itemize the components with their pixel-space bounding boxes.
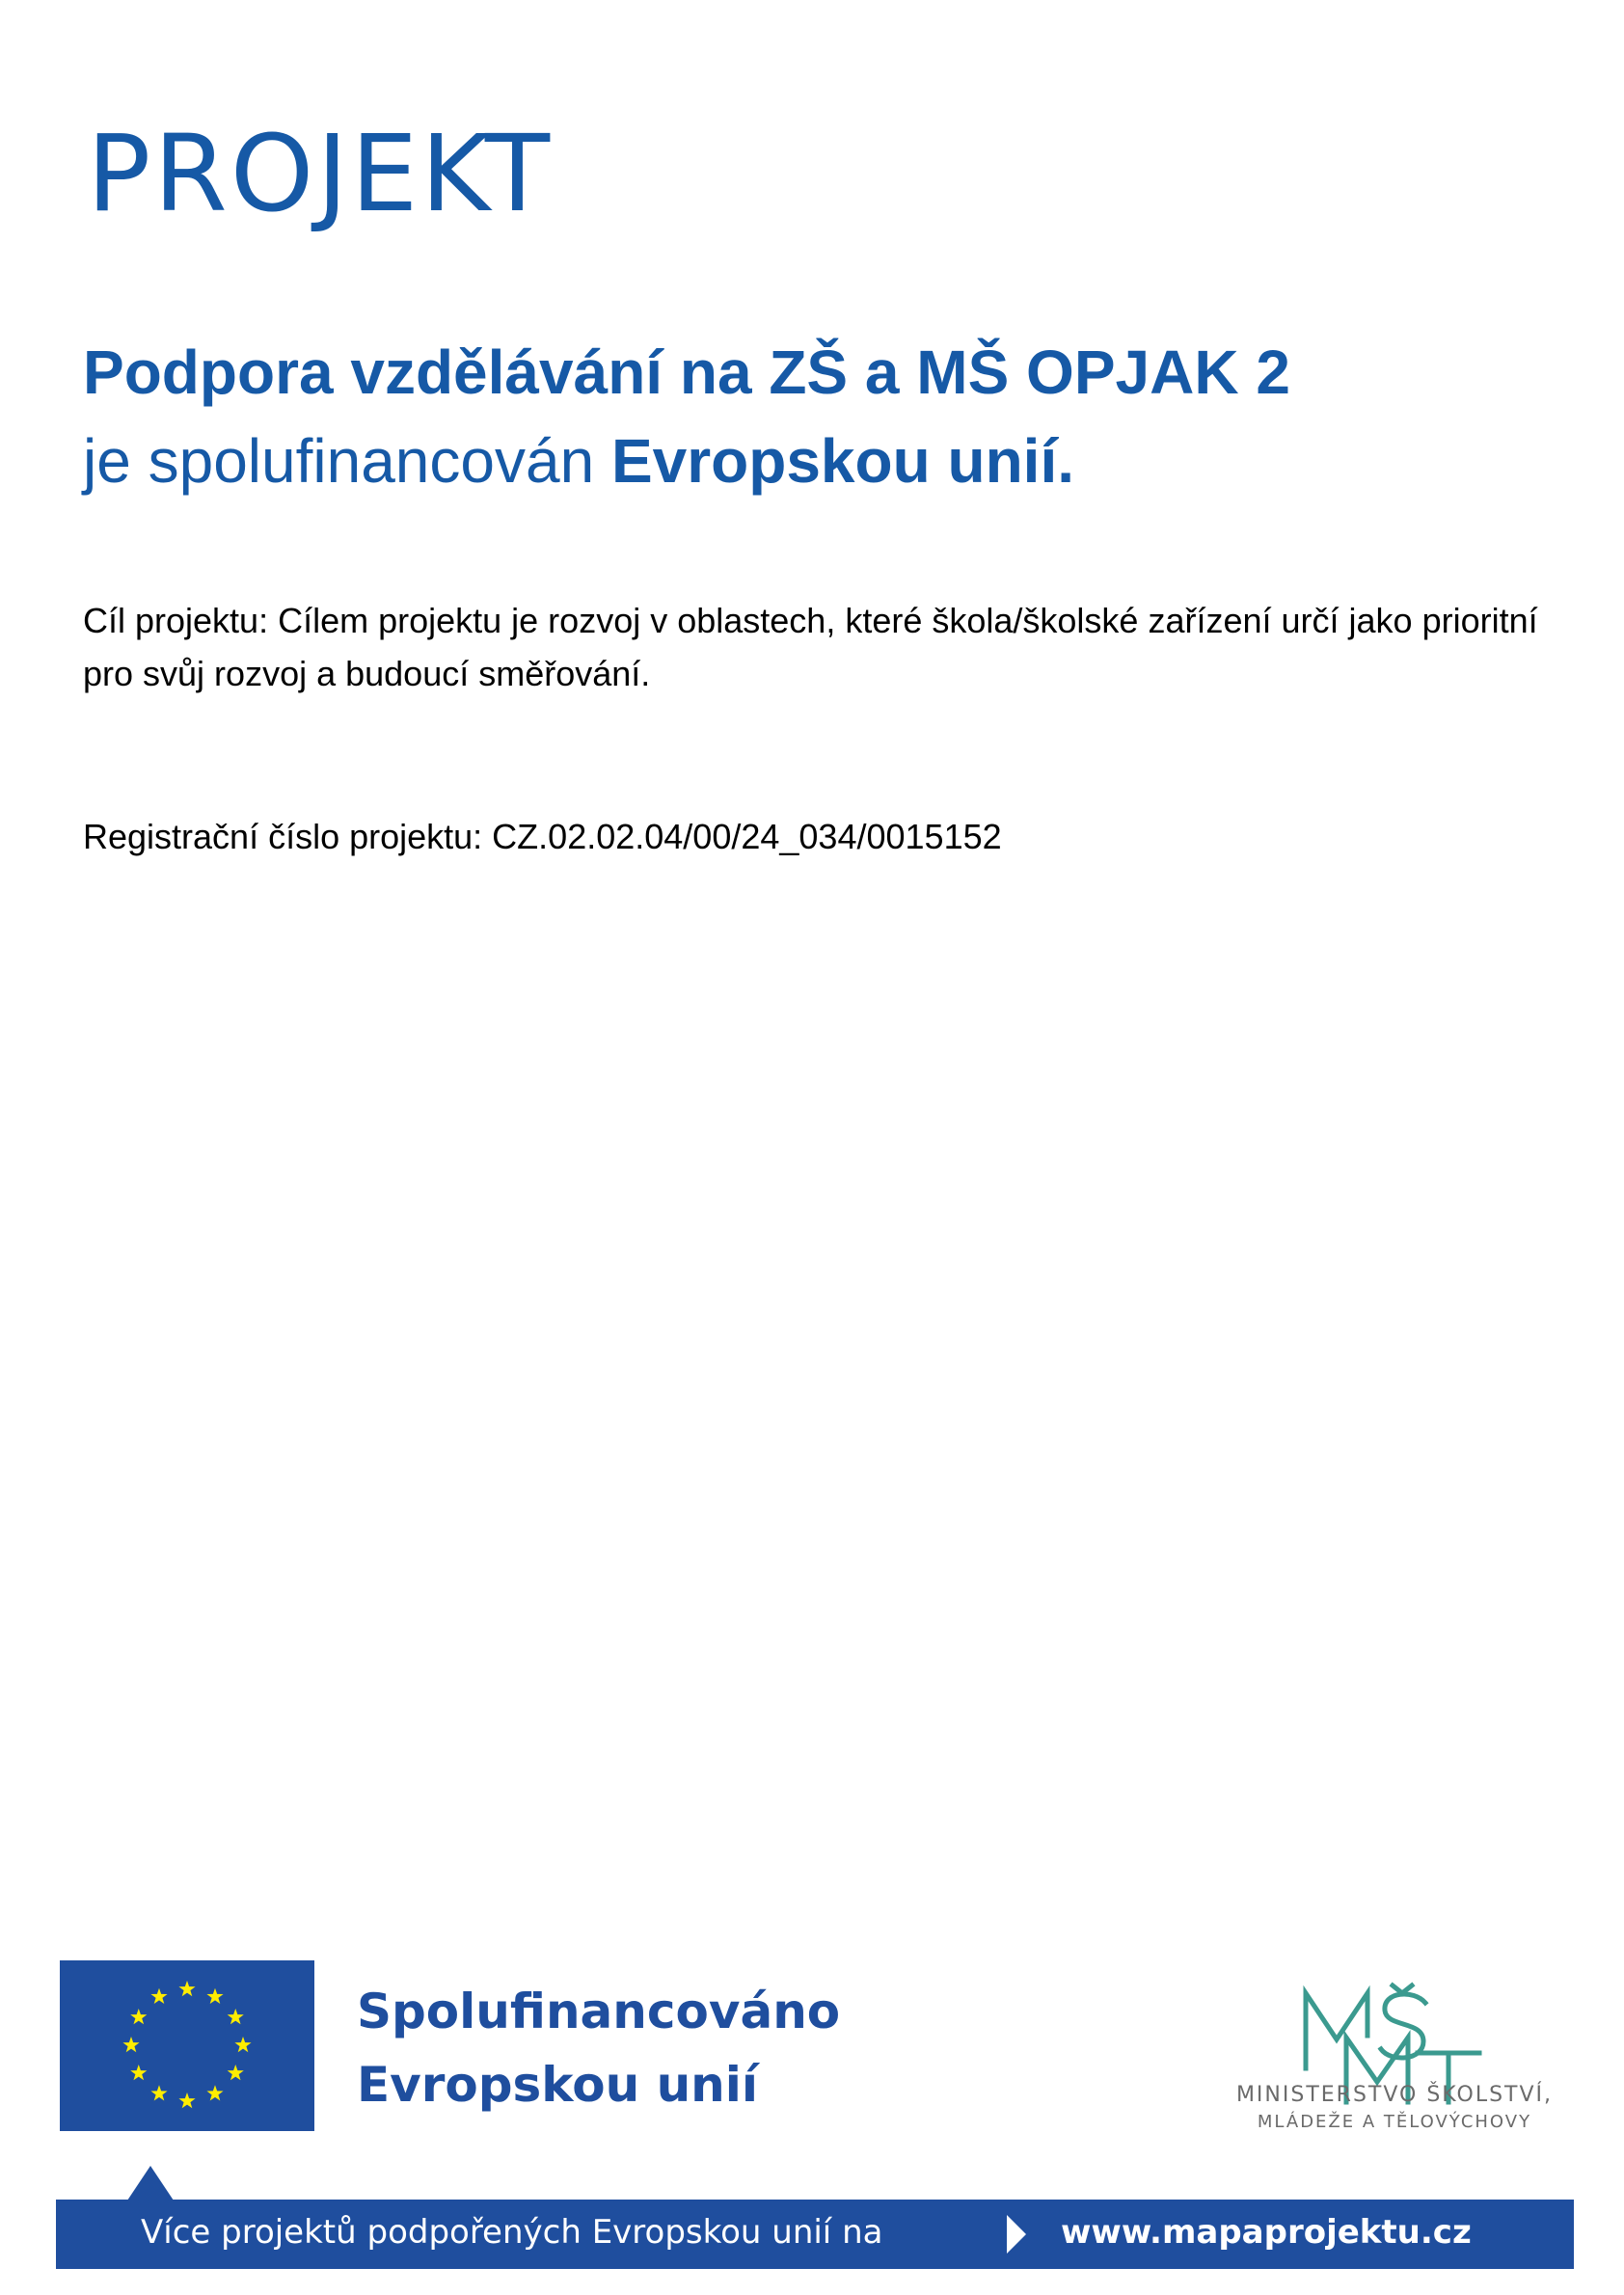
- project-goal: Cíl projektu: Cílem projektu je rozvoj v oblastech, které škola/školské zařízení určí jako prioritní pro svůj rozvoj a budoucí směřování.: [83, 601, 1538, 693]
- eu-star-icon: [150, 1988, 167, 2004]
- eu-star-icon: [122, 2037, 139, 2052]
- registration-number: Registrační číslo projektu: CZ.02.02.04/00/24_034/0015152: [83, 817, 1002, 856]
- msmt-name-line2: MLÁDEŽE A TĚLOVÝCHOVY: [1257, 2112, 1532, 2132]
- project-heading: PROJEKT: [87, 112, 554, 235]
- eu-cofinanced-label: [357, 1975, 840, 2121]
- eu-star-icon: [234, 2037, 251, 2052]
- eu-star-icon: [206, 2085, 223, 2100]
- project-name: Podpora vzdělávání na ZŠ a MŠ OPJAK 2: [83, 338, 1290, 407]
- eu-star-icon: [228, 2009, 244, 2024]
- projects-map-banner: [56, 2200, 1574, 2269]
- banner-tab-decoration: [127, 2166, 174, 2200]
- eu-stars-icon: [60, 1960, 314, 2131]
- cofinanced-prefix: je spolufinancován: [83, 426, 611, 496]
- eu-flag-logo: [60, 1960, 314, 2131]
- banner-link[interactable]: www.mapaprojektu.cz: [1061, 2213, 1472, 2252]
- eu-star-icon: [178, 1981, 195, 1996]
- cofinanced-by: Evropskou unií.: [610, 426, 1074, 496]
- msmt-name-line1: MINISTERSTVO ŠKOLSTVÍ,: [1235, 2083, 1554, 2107]
- eu-star-icon: [228, 2065, 244, 2080]
- eu-star-icon: [130, 2009, 147, 2024]
- eu-label-line1: Spolufinancováno: [357, 1984, 841, 2039]
- eu-star-icon: [130, 2065, 147, 2080]
- project-title: [83, 328, 1290, 505]
- eu-star-icon: [178, 2092, 195, 2108]
- eu-label-line2: Evropskou unií: [357, 2057, 759, 2113]
- eu-star-icon: [206, 1988, 223, 2004]
- eu-star-icon: [150, 2085, 167, 2100]
- banner-text: Více projektů podpořených Evropskou unií na: [141, 2213, 883, 2252]
- arrow-right-icon: [1007, 2215, 1026, 2254]
